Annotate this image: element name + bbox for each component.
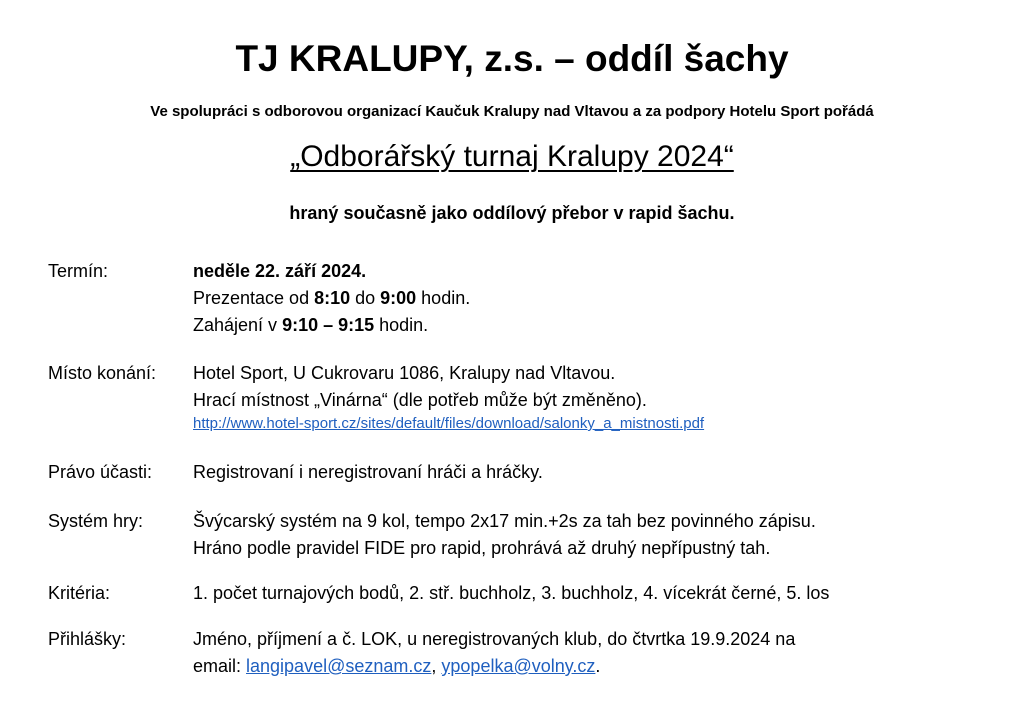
registration-to: 9:00 xyxy=(380,288,417,308)
prihlasky-email-line xyxy=(193,653,983,680)
kriteria-text: 1. počet turnajových bodů, 2. stř. buchholz, 3. buchholz, 4. vícekrát černé, 5. los xyxy=(193,583,830,603)
email-link-langipavel[interactable]: langipavel@seznam.cz xyxy=(246,656,432,676)
prihlasky-content xyxy=(193,626,983,680)
misto-address: Hotel Sport, U Cukrovaru 1086, Kralupy nad Vltavou. xyxy=(193,363,616,383)
start-prefix: Zahájení v xyxy=(193,315,283,335)
registration-from: 8:10 xyxy=(314,288,351,308)
misto-room: Hrací místnost „Vinárna“ (dle potřeb může být změněno). xyxy=(193,390,647,410)
email-link-ypopelka[interactable]: ypopelka@volny.cz xyxy=(441,656,596,676)
kriteria-content xyxy=(193,580,983,607)
system-label: Systém hry: xyxy=(48,511,144,531)
pravo-label: Právo účasti: xyxy=(48,462,153,482)
email-suffix: . xyxy=(595,656,601,676)
page-title: TJ KRALUPY, z.s. – oddíl šachy xyxy=(235,38,789,79)
start-time: 9:10 – 9:15 xyxy=(282,315,375,335)
termin-content xyxy=(193,258,983,339)
email-prefix: email: xyxy=(193,656,247,676)
hotel-rooms-link[interactable]: http://www.hotel-sport.cz/sites/default/files/download/salonky_a_mistnosti.pdf xyxy=(193,415,705,432)
kriteria-label: Kritéria: xyxy=(48,583,111,603)
prihlasky-line1: Jméno, příjmení a č. LOK, u neregistrovaných klub, do čtvrtka 19.9.2024 na xyxy=(193,629,796,649)
system-content xyxy=(193,508,983,562)
tournament-name: „Odborářský turnaj Kralupy 2024“ xyxy=(290,140,734,173)
tournament-tagline: hraný současně jako oddílový přebor v rapid šachu. xyxy=(289,203,735,223)
termin-label: Termín: xyxy=(48,261,109,281)
misto-content xyxy=(193,360,983,434)
misto-label: Místo konání: xyxy=(48,363,157,383)
termin-date: neděle 22. září 2024. xyxy=(193,261,367,281)
termin-registration xyxy=(193,285,983,312)
tournament-name-heading xyxy=(0,140,1024,174)
start-suffix: hodin. xyxy=(374,315,429,335)
system-line1: Švýcarský systém na 9 kol, tempo 2x17 min.+2s za tah bez povinného zápisu. xyxy=(193,511,816,531)
registration-mid: do xyxy=(350,288,381,308)
email-separator: , xyxy=(431,656,442,676)
pravo-text: Registrovaní i neregistrovaní hráči a hráčky. xyxy=(193,462,543,482)
organizer-subtitle: Ve spolupráci s odborovou organizací Kaučuk Kralupy nad Vltavou a za podpory Hotelu Sport pořádá xyxy=(150,103,874,120)
registration-prefix: Prezentace od xyxy=(193,288,315,308)
system-line2: Hráno podle pravidel FIDE pro rapid, prohrává až druhý nepřípustný tah. xyxy=(193,538,771,558)
prihlasky-label: Přihlášky: xyxy=(48,629,127,649)
registration-suffix: hodin. xyxy=(416,288,471,308)
pravo-content xyxy=(193,459,983,486)
termin-start xyxy=(193,312,983,339)
